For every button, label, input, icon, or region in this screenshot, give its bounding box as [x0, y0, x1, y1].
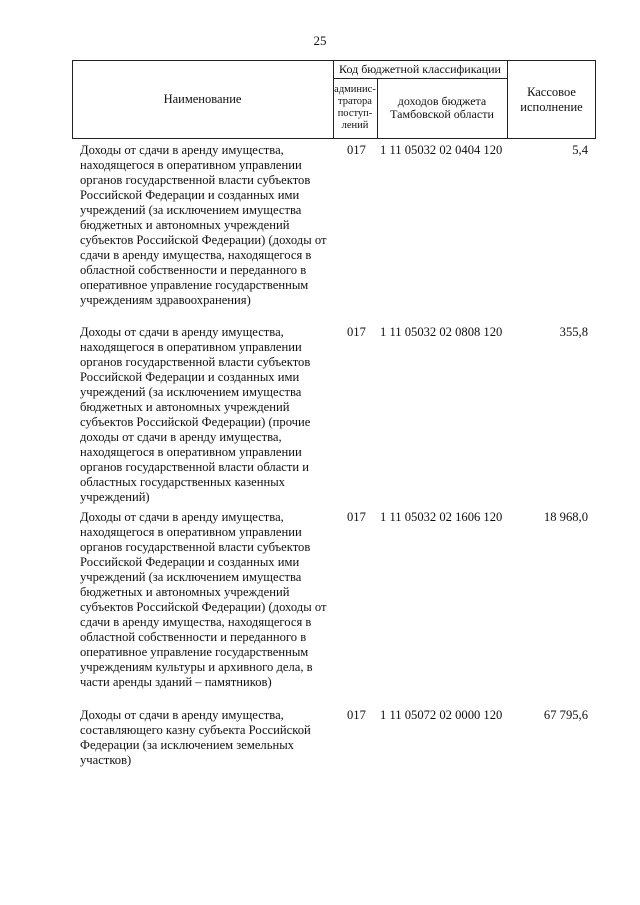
row-amount: 355,8 [559, 325, 588, 339]
row-name: Доходы от сдачи в аренду имущества, находящегося в оперативном управлении органов государственной власти субъектов Российской Федерации и созданных ими учреждений (за исключением имущества бюджетных и автономных учреждений субъектов Российской Федерации) (доходы от сдачи в аренду имущества, находящегося в областной собственности и переданного в оперативное управление государственным учреждениям культуры и архивного дела, в части аренды зданий – памятников) [80, 510, 327, 689]
row-income-code: 1 11 05032 02 0808 120 [380, 325, 503, 339]
header-name: Наименование [163, 92, 242, 106]
row-admin-code: 017 [347, 708, 366, 722]
row-income-code: 1 11 05032 02 1606 120 [380, 510, 503, 524]
row-amount: 5,4 [572, 143, 588, 157]
header-income-code: доходов бюджета Тамбовской области [390, 94, 494, 121]
row-name: Доходы от сдачи в аренду имущества, находящегося в оперативном управлении органов государственной власти субъектов Российской Федерации и созданных ими учреждений (за исключением имущества бюджетных и автономных учреждений субъектов Российской Федерации) (доходы от сдачи в аренду имущества, находящегося в областной собственности и переданного в оперативное управление государственным учреждениям здравоохранения) [80, 143, 327, 307]
header-admin-code: админис- тратора поступ- лений [334, 84, 376, 131]
row-admin-code: 017 [347, 143, 366, 157]
row-admin-code: 017 [347, 510, 366, 524]
row-income-code: 1 11 05072 02 0000 120 [380, 708, 503, 722]
row-amount: 18 968,0 [543, 510, 588, 524]
row-name: Доходы от сдачи в аренду имущества, составляющего казну субъекта Российской Федерации (за исключением земельных участков) [80, 708, 311, 767]
page-number: 25 [313, 33, 327, 48]
header-cash-execution: Кассовое исполнение [520, 84, 583, 114]
row-name: Доходы от сдачи в аренду имущества, находящегося в оперативном управлении органов государственной власти субъектов Российской Федерации и созданных ими учреждений (за исключением имущества бюджетных и автономных учреждений субъектов Российской Федерации) (прочие доходы от сдачи в аренду имущества, находящегося в оперативном управлении органов государственной власти области и областных государственных казенных учреждений) [80, 325, 311, 504]
row-admin-code: 017 [347, 325, 366, 339]
table-header [72, 60, 596, 139]
header-classification-group: Код бюджетной классификации [339, 61, 501, 76]
row-income-code: 1 11 05032 02 0404 120 [380, 143, 503, 157]
row-amount: 67 795,6 [543, 708, 588, 722]
